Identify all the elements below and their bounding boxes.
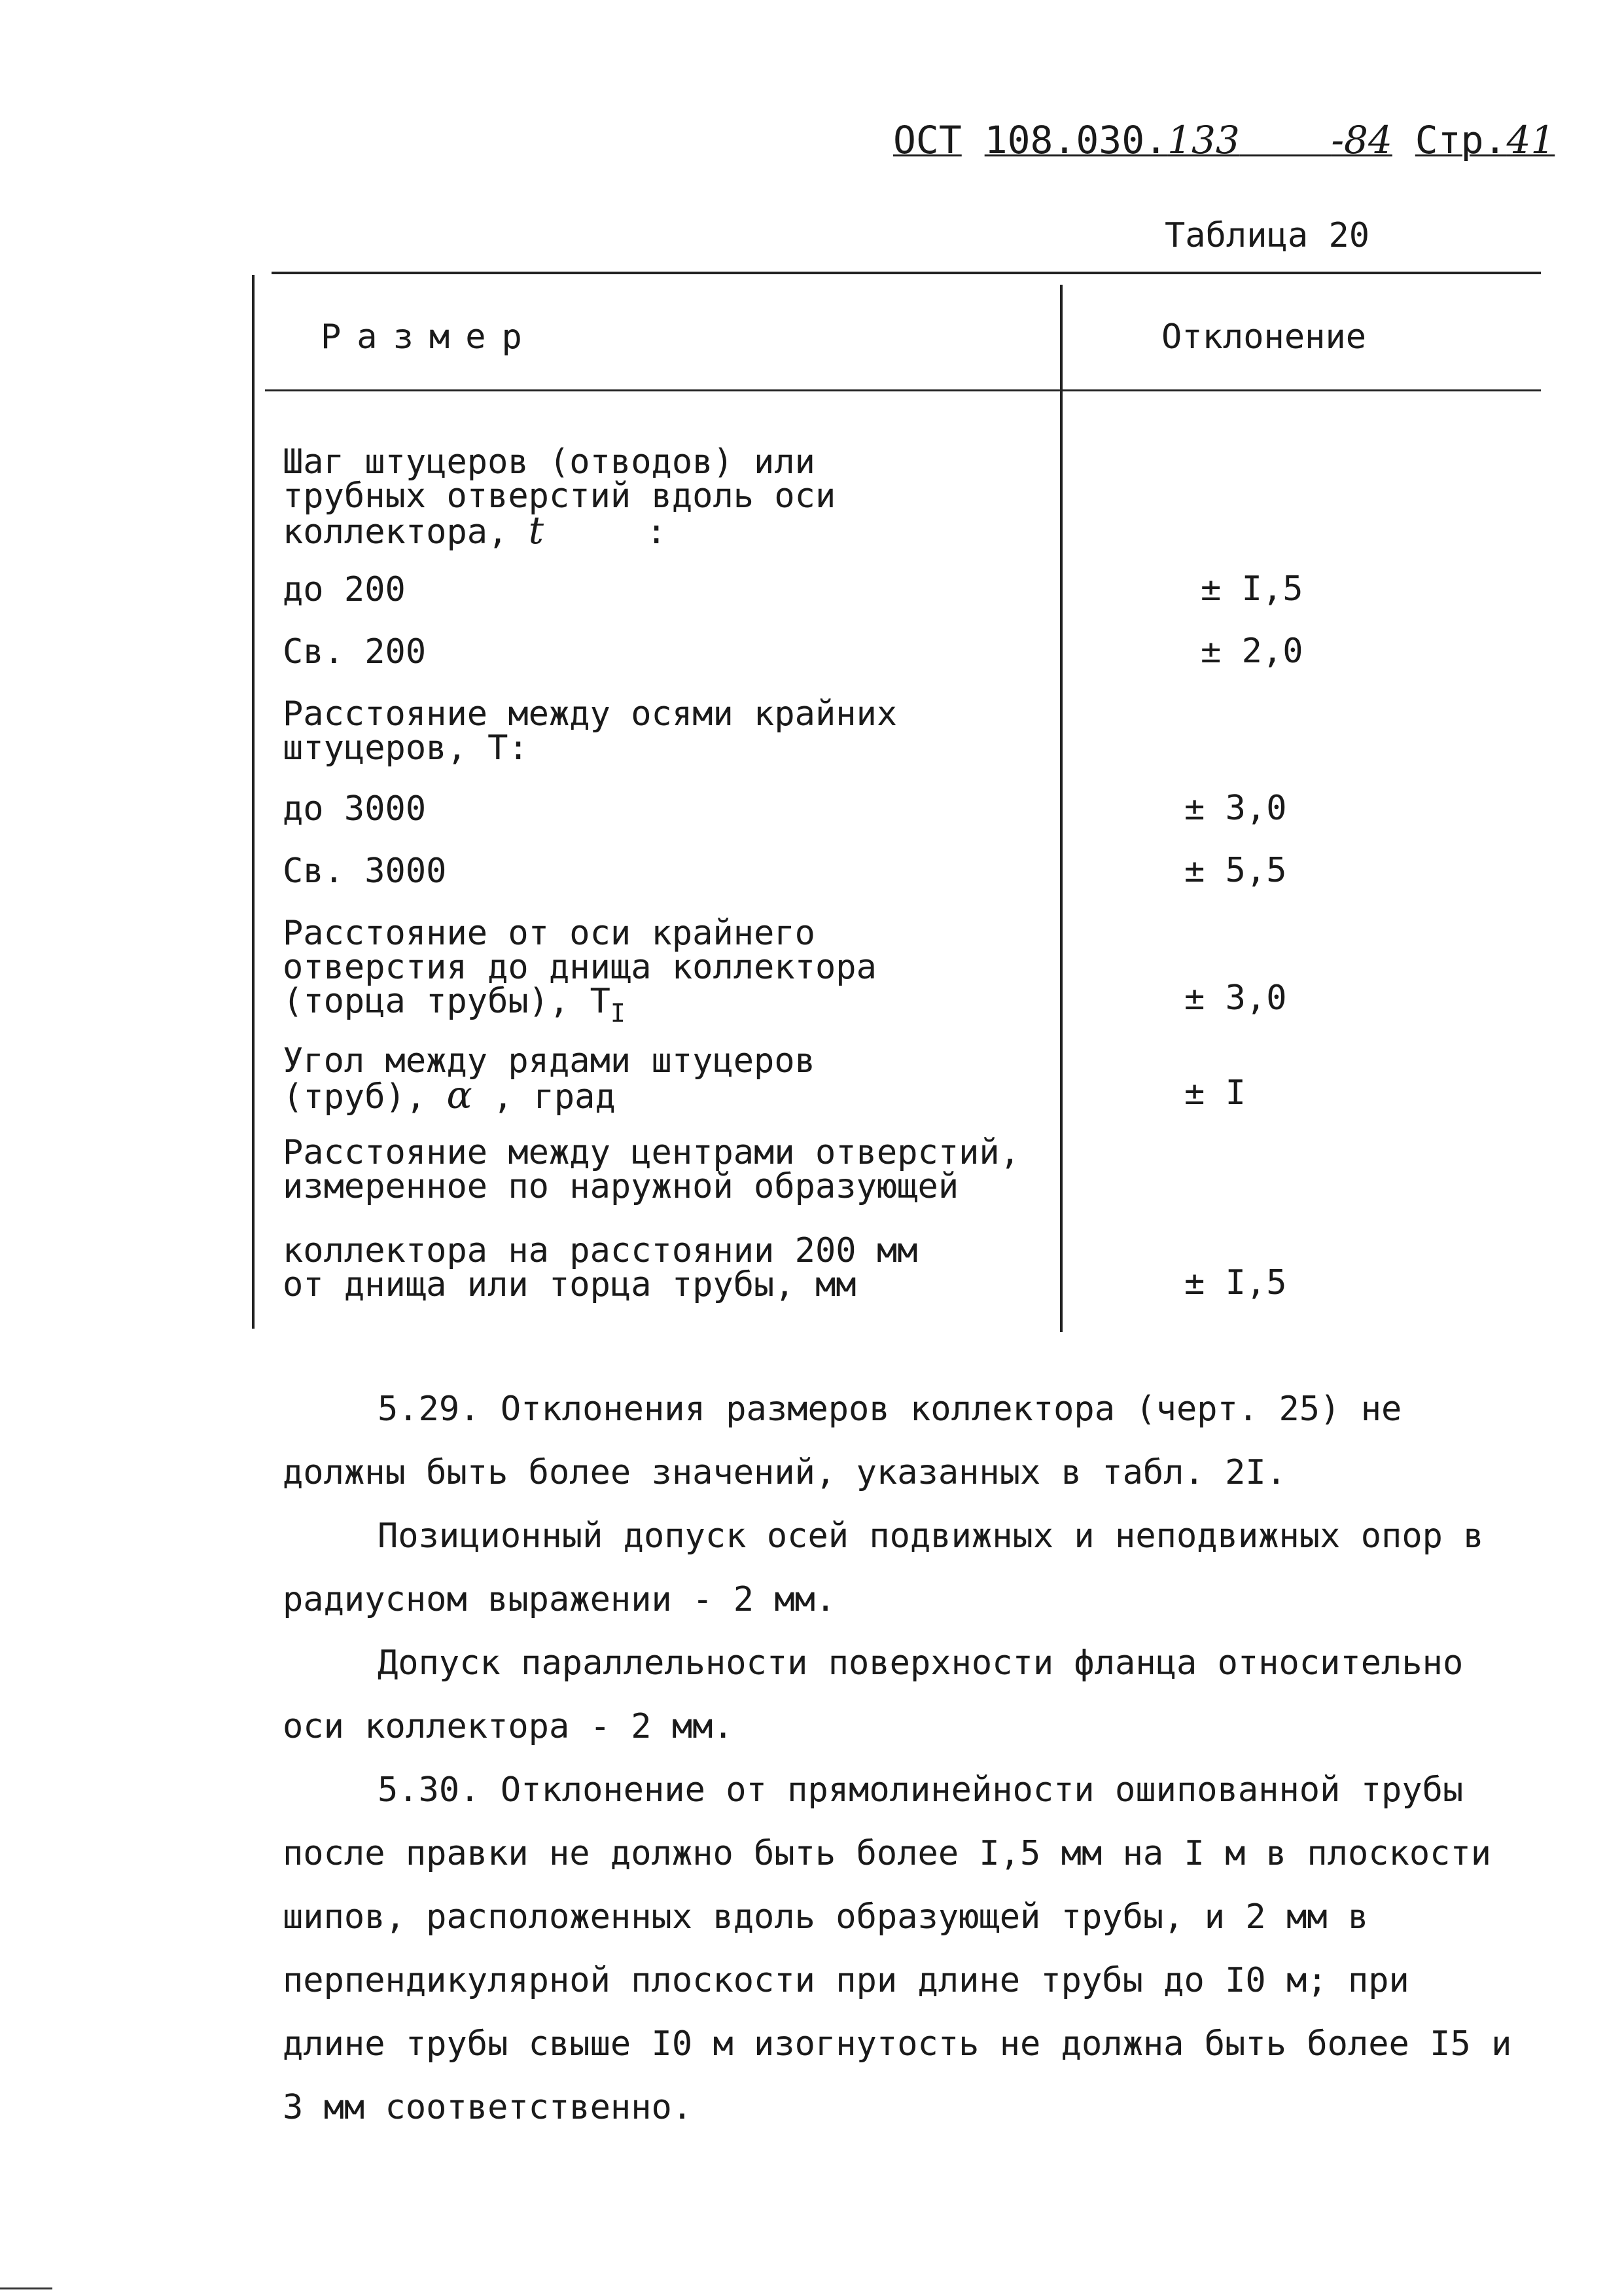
table-column-divider bbox=[1060, 285, 1063, 1332]
doc-year: -84 bbox=[1331, 118, 1392, 162]
size-text: до 200 bbox=[283, 570, 406, 609]
size-text: коллектора на расстоянии 200 мм от днища или торца трубы, мм bbox=[283, 1231, 918, 1304]
page-number: 41 bbox=[1506, 118, 1555, 162]
size-text: Расстояние между центрами отверстий, измеренное по наружной образующей bbox=[283, 1133, 1021, 1206]
size-text: Угол между рядами штуцеров (труб), bbox=[283, 1041, 815, 1117]
table-row bbox=[283, 1133, 1021, 1206]
deviation-value: ± 3,0 bbox=[1184, 789, 1287, 828]
table-row bbox=[283, 852, 447, 891]
size-subscript: I bbox=[610, 999, 626, 1028]
angle-symbol: α bbox=[446, 1073, 472, 1117]
table-row bbox=[283, 916, 877, 1030]
doc-number: 108.030. bbox=[984, 118, 1168, 162]
body-text bbox=[283, 1378, 1526, 2140]
size-suffix: , град bbox=[492, 1077, 616, 1117]
table-top-rule bbox=[272, 272, 1541, 274]
size-suffix: : bbox=[646, 512, 667, 552]
size-text: Св. 200 bbox=[283, 632, 427, 672]
deviation-table bbox=[252, 272, 1541, 1332]
table-header-rule bbox=[265, 389, 1541, 391]
size-text: до 3000 bbox=[283, 789, 427, 829]
document-header bbox=[893, 118, 1555, 162]
size-text: Св. 3000 bbox=[283, 852, 447, 891]
deviation-value: ± I,5 bbox=[1184, 1263, 1287, 1302]
paragraph-parallelism-tolerance: Допуск параллельности поверхности фланца относительно оси коллектора - 2 мм. bbox=[283, 1643, 1464, 1746]
table-row bbox=[283, 442, 836, 552]
table-row bbox=[283, 632, 427, 672]
doc-prefix: ОСТ bbox=[893, 118, 962, 162]
size-text: Шаг штуцеров (отводов) или трубных отверстий вдоль оси коллектора, bbox=[283, 442, 836, 552]
table-row bbox=[283, 1041, 815, 1117]
column-header-deviation: Отклонение bbox=[1161, 317, 1367, 357]
doc-hand-number: 133 bbox=[1167, 118, 1240, 162]
table-row bbox=[283, 1231, 918, 1304]
table-left-border bbox=[252, 275, 255, 1329]
table-row bbox=[283, 789, 427, 829]
table-row bbox=[283, 694, 898, 768]
deviation-value: ± 3,0 bbox=[1184, 978, 1287, 1018]
paragraph-5-30: 5.30. Отклонение от прямолинейности ошипованной трубы после правки не должно быть более I,5 мм на I м в плоскости шипов, расположенных вдоль образующей трубы, и 2 мм в перпендикулярной плоскости при длине трубы до I0 м; при длине трубы свыше I0 м изогнутость не должна быть более I5 и 3 мм соответственно. bbox=[283, 1770, 1512, 2127]
table-caption: Таблица 20 bbox=[1165, 216, 1370, 255]
size-text: Расстояние от оси крайнего отверстия до днища коллектора (торца трубы), Т bbox=[283, 914, 877, 1021]
deviation-value: ± 5,5 bbox=[1184, 851, 1287, 890]
table-row bbox=[283, 570, 406, 609]
deviation-value: ± 2,0 bbox=[1201, 632, 1303, 671]
deviation-value: ± I,5 bbox=[1201, 569, 1303, 609]
column-header-size: Размер bbox=[321, 317, 538, 357]
paragraph-position-tolerance: Позиционный допуск осей подвижных и неподвижных опор в радиусном выражении - 2 мм. bbox=[283, 1516, 1484, 1619]
pitch-symbol: t bbox=[528, 508, 544, 552]
page-label: Стр. bbox=[1415, 118, 1507, 162]
scan-edge-mark bbox=[0, 2287, 52, 2289]
size-text: Расстояние между осями крайних штуцеров, Т: bbox=[283, 694, 898, 768]
deviation-value: ± I bbox=[1184, 1073, 1246, 1113]
paragraph-5-29: 5.29. Отклонения размеров коллектора (черт. 25) не должны быть более значений, указанных в табл. 2I. bbox=[283, 1390, 1402, 1492]
